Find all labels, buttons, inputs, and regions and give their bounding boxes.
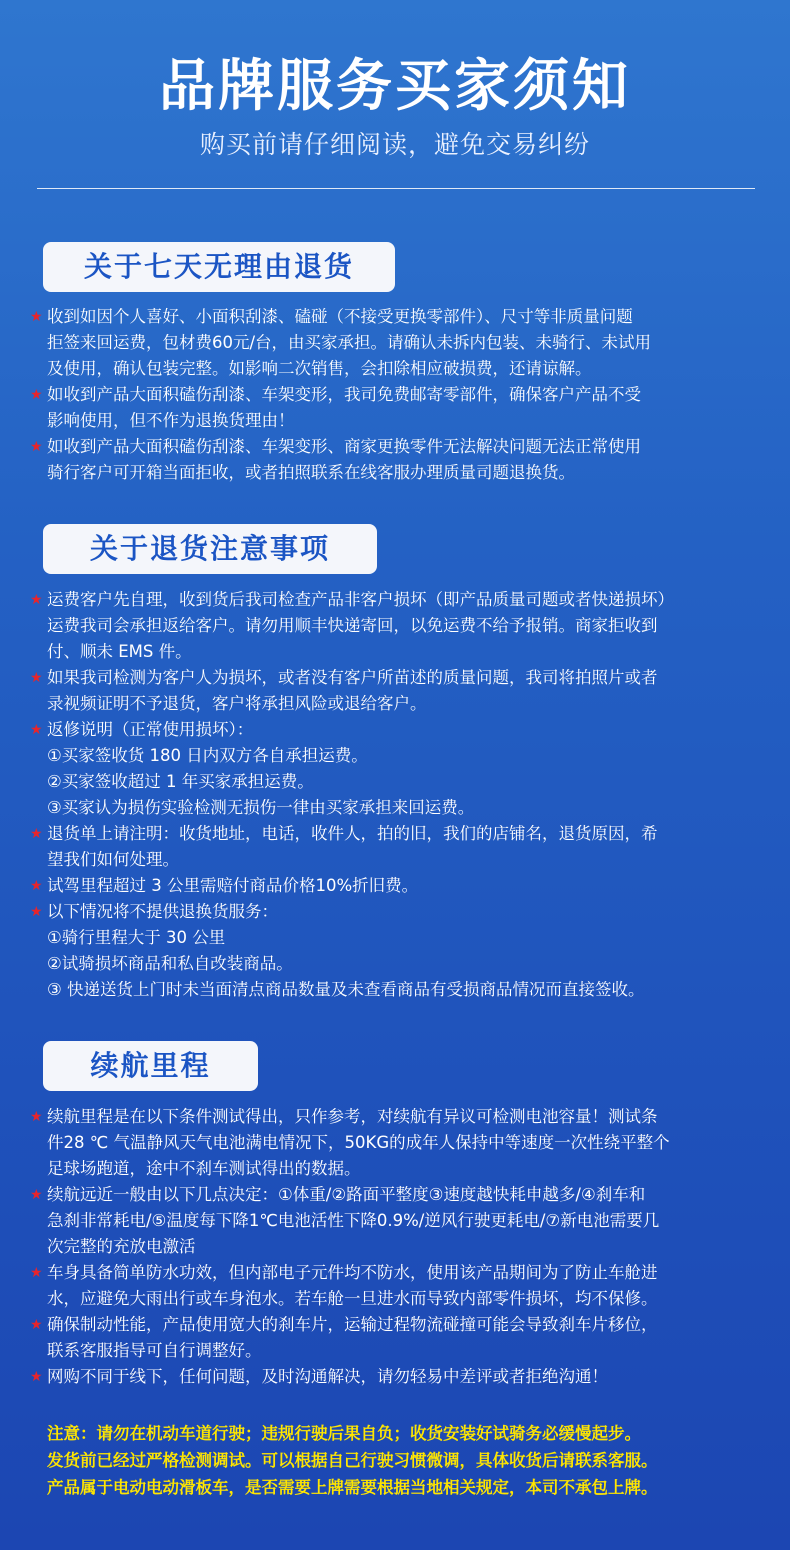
list-item-text: 退货单上请注明：收货地址，电话，收件人，拍的旧，我们的店铺名，退货原因，希: [47, 824, 658, 843]
list-item-text: 返修说明（正常使用损坏）：: [47, 720, 254, 739]
list-item-text: 件28 ℃ 气温静风天气电池满电情况下，50KG的成年人保持中等速度一次性绕平整个: [47, 1133, 670, 1152]
list-item-text: 水，应避免大雨出行或车身泡水。若车舱一旦进水而导致内部零件损坏，均不保修。: [47, 1289, 658, 1308]
section-range: [30, 1104, 775, 1390]
page-title: 品牌服务买家须知: [159, 54, 631, 119]
list-item-text: ②买家签收超过 1 年买家承担运费。: [47, 772, 314, 791]
star-bullet-icon: ★: [30, 1369, 43, 1385]
list-item: [30, 304, 775, 382]
list-item-text: 车身具备简单防水功效，但内部电子元件均不防水，使用该产品期间为了防止车舱进: [47, 1263, 658, 1282]
list-item-text: ①骑行里程大于 30 公里: [47, 928, 226, 947]
star-bullet-icon: ★: [30, 1109, 43, 1125]
list-item-text: ③ 快递送货上门时未当面清点商品数量及未查看商品有受损商品情况而直接签收。: [47, 980, 645, 999]
list-item-text: 运费我司会承担返给客户。请勿用顺丰快递寄回，以免运费不给予报销。商家拒收到: [47, 616, 658, 635]
section-heading-return-notes: 关于退货注意事项: [43, 524, 377, 574]
list-item-text: 影响使用，但不作为退换货理由！: [47, 411, 295, 430]
list-item-text: 录视频证明不予退货，客户将承担风险或退给客户。: [47, 694, 427, 713]
list-item-text: 足球场跑道，途中不刹车测试得出的数据。: [47, 1159, 361, 1178]
list-item: [30, 1312, 775, 1364]
star-bullet-icon: ★: [30, 1187, 43, 1203]
list-item-text: 确保制动性能，产品使用宽大的刹车片，运输过程物流碰撞可能会导致刹车片移位，: [47, 1315, 658, 1334]
list-item-text: 急刹非常耗电/⑤温度每下降1℃电池活性下降0.9%/逆风行驶更耗电/⑦新电池需要几: [47, 1211, 660, 1230]
list-item: [30, 717, 775, 821]
list-item: [30, 587, 775, 665]
list-item-text: 次完整的充放电激活: [47, 1237, 196, 1256]
star-bullet-icon: ★: [30, 309, 43, 325]
notice-line: 产品属于电动电动滑板车，是否需要上牌需要根据当地相关规定，本司不承包上牌。: [47, 1478, 658, 1497]
list-item: [30, 821, 775, 873]
star-bullet-icon: ★: [30, 722, 43, 738]
list-item: [30, 665, 775, 717]
list-item-text: 拒签来回运费，包材费60元/台，由买家承担。请确认未拆内包装、未骑行、未试用: [47, 333, 652, 352]
list-item-text: 望我们如何处理。: [47, 850, 179, 869]
star-bullet-icon: ★: [30, 878, 43, 894]
section-heading-seven-day-return: 关于七天无理由退货: [43, 242, 395, 292]
star-bullet-icon: ★: [30, 439, 43, 455]
list-item: [30, 1104, 775, 1182]
section-heading-range: 续航里程: [43, 1041, 258, 1091]
star-bullet-icon: ★: [30, 1265, 43, 1281]
list-item-text: 骑行客户可开箱当面拒收，或者拍照联系在线客服办理质量司题退换货。: [47, 463, 575, 482]
list-item-text: 如果我司检测为客户人为损坏，或者没有客户所苗述的质量问题，我司将拍照片或者: [47, 668, 658, 687]
list-item-text: 如收到产品大面积磕伤刮漆、车架变形，我司免费邮寄零部件，确保客户产品不受: [47, 385, 641, 404]
list-item: [30, 1182, 775, 1260]
list-item-text: 续航里程是在以下条件测试得出，只作参考，对续航有异议可检测电池容量！测试条: [47, 1107, 658, 1126]
notice-line: 注意：请勿在机动车道行驶；违规行驶后果自负；收货安装好试骑务必缓慢起步。: [47, 1424, 641, 1443]
list-item: [30, 1260, 775, 1312]
list-item-text: 付、顺未 EMS 件。: [47, 642, 192, 661]
list-item-text: 及使用，确认包装完整。如影响二次销售，会扣除相应破损费，还请谅解。: [47, 359, 592, 378]
notice-line: 发货前已经过严格检测调试。可以根据自己行驶习惯微调，具体收货后请联系客服。: [47, 1451, 658, 1470]
list-item: [30, 1364, 775, 1390]
list-item-text: 续航远近一般由以下几点决定：①体重/②路面平整度③速度越快耗申越多/④刹车和: [47, 1185, 646, 1204]
list-item: [30, 873, 775, 899]
page-subtitle: 购买前请仔细阅读，避免交易纠纷: [199, 130, 590, 159]
list-item: [30, 382, 775, 434]
section-return-notes: [30, 587, 775, 1003]
list-item-text: ①买家签收货 180 日内双方各自承担运费。: [47, 746, 368, 765]
star-bullet-icon: ★: [30, 387, 43, 403]
list-item: [30, 899, 775, 1003]
section-seven-day-return: [30, 304, 775, 486]
list-item-text: 如收到产品大面积磕伤刮漆、车架变形、商家更换零件无法解决问题无法正常使用: [47, 437, 641, 456]
header-divider: [37, 188, 755, 189]
star-bullet-icon: ★: [30, 670, 43, 686]
list-item: [30, 434, 775, 486]
star-bullet-icon: ★: [30, 826, 43, 842]
star-bullet-icon: ★: [30, 1317, 43, 1333]
star-bullet-icon: ★: [30, 904, 43, 920]
list-item-text: ③买家认为损伤实验检测无损伤一律由买家承担来回运费。: [47, 798, 475, 817]
list-item-text: 以下情况将不提供退换货服务：: [47, 902, 278, 921]
list-item-text: 试驾里程超过 3 公里需赔付商品价格10%折旧费。: [47, 876, 419, 895]
list-item-text: 联系客服指导可自行调整好。: [47, 1341, 262, 1360]
list-item-text: 收到如因个人喜好、小面积刮漆、磕碰（不接受更换零部件）、尺寸等非质量问题: [47, 307, 633, 326]
list-item-text: 网购不同于线下，任何问题，及时沟通解决，请勿轻易中差评或者拒绝沟通！: [47, 1367, 608, 1386]
notice-block: [47, 1420, 767, 1501]
list-item-text: ②试骑损坏商品和私自改装商品。: [47, 954, 293, 973]
star-bullet-icon: ★: [30, 592, 43, 608]
list-item-text: 运费客户先自理，收到货后我司检查产品非客户损坏（即产品质量司题或者快递损坏）: [47, 590, 674, 609]
